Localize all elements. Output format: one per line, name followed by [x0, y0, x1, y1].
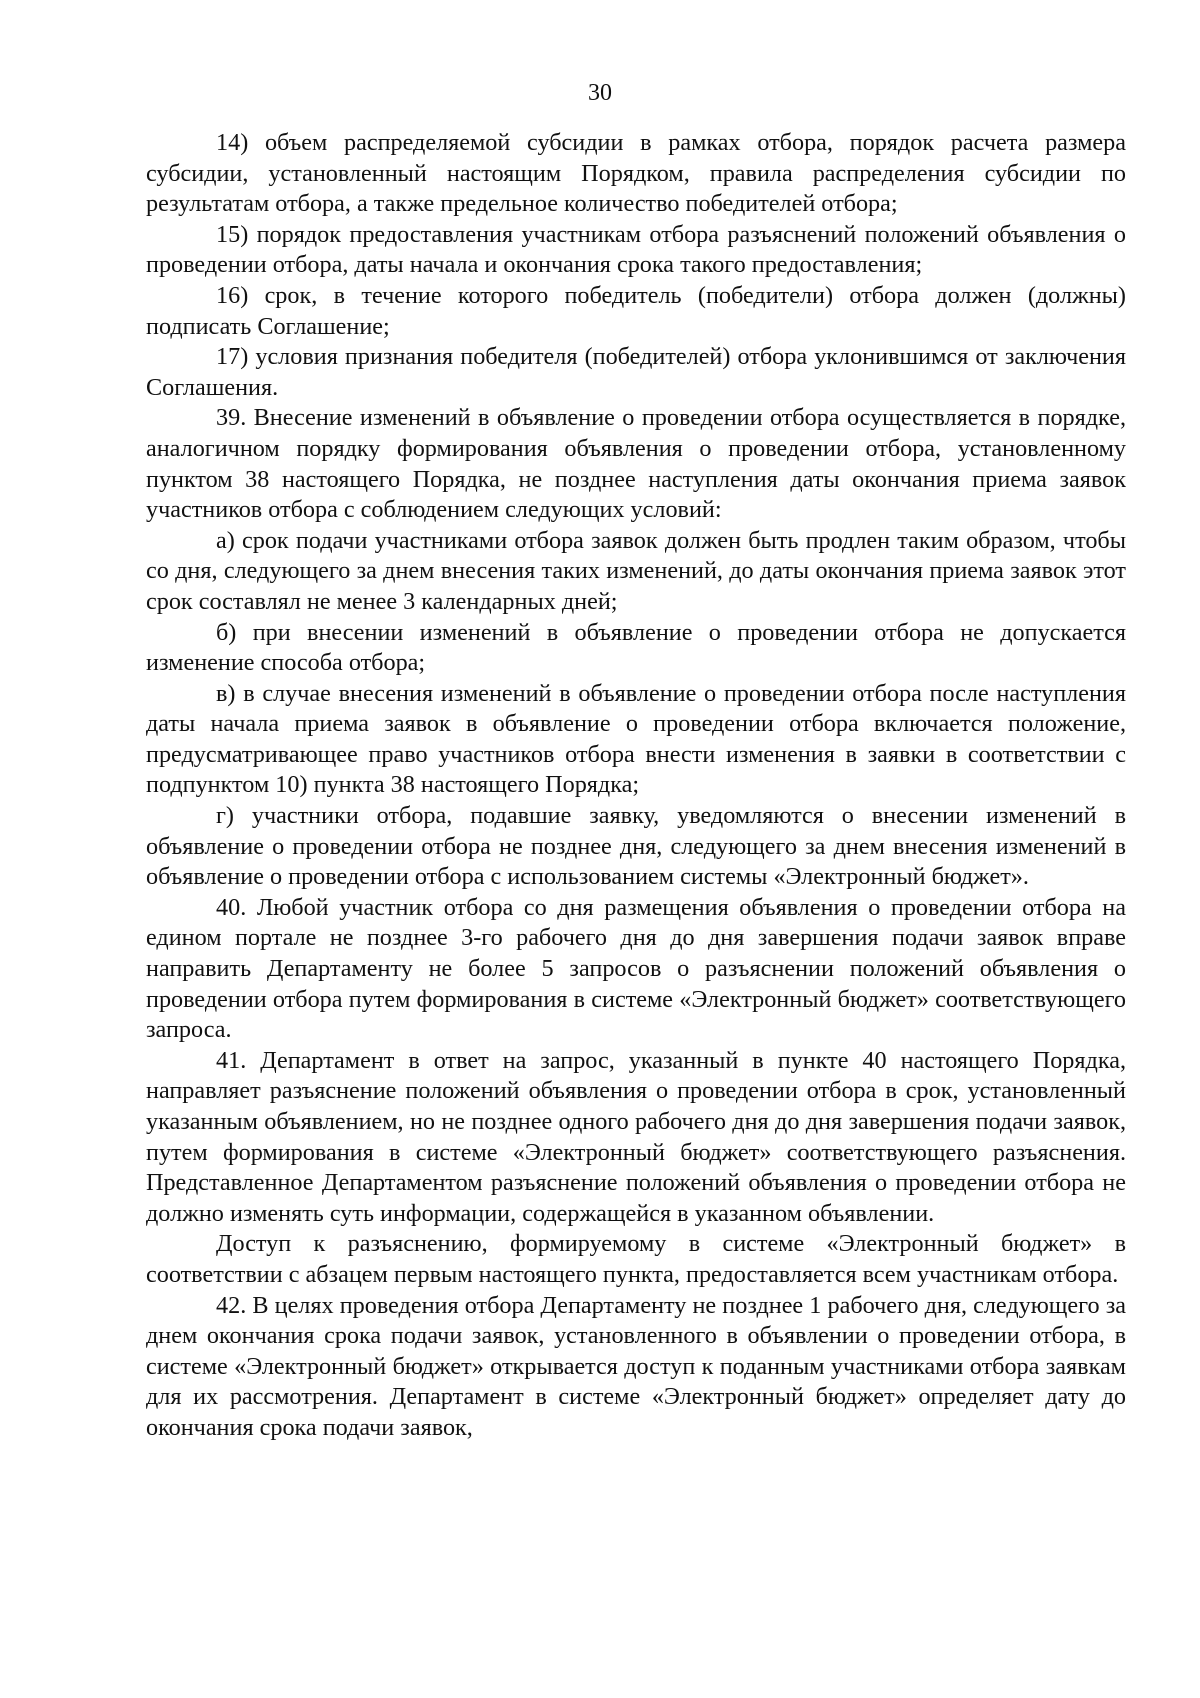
paragraph-subclause-g: г) участники отбора, подавшие заявку, уведомляются о внесении изменений в объявление о проведении отбора не позднее дня, следующего за днем внесения изменений в объявление о проведении отбора с использованием системы «Электронный бюджет». [146, 802, 1126, 891]
paragraph-clause-41: 41. Департамент в ответ на запрос, указанный в пункте 40 настоящего Порядка, направляет разъяснение положений объявления о проведении отбора в срок, установленный указанным объявлением, но не позднее одного рабочего дня до дня завершения подачи заявок, путем формирования в системе «Электронный бюджет» соответствующего разъяснения. Представленное Департаментом разъяснение положений объявления о проведении отбора не должно изменять суть информации, содержащейся в указанном объявлении. [146, 1046, 1126, 1227]
paragraph-clause-42: 42. В целях проведения отбора Департаменту не позднее 1 рабочего дня, следующего за днем окончания срока подачи заявок, установленного в объявлении о проведении отбора, в системе «Электронный бюджет» открывается доступ к поданным участниками отбора заявкам для их рассмотрения. Департамент в системе «Электронный бюджет» определяет дату до окончания срока подачи заявок, [146, 1291, 1126, 1441]
paragraph-subclause-v: в) в случае внесения изменений в объявление о проведении отбора после наступления даты начала приема заявок в объявление о проведении отбора включается положение, предусматривающее право участников отбора внести изменения в заявки в соответствии с подпунктом 10) пункта 38 настоящего Порядка; [146, 679, 1126, 799]
paragraph-subclause-a: а) срок подачи участниками отбора заявок должен быть продлен таким образом, чтобы со дня, следующего за днем внесения таких изменений, до даты окончания приема заявок этот срок составлял не менее 3 календарных дней; [146, 526, 1126, 615]
paragraph-clause-40: 40. Любой участник отбора со дня размещения объявления о проведении отбора на едином портале не позднее 3-го рабочего дня до дня завершения подачи заявок вправе направить Департаменту не более 5 запросов о разъяснении положений объявления о проведении отбора путем формирования в системе «Электронный бюджет» соответствующего запроса. [146, 893, 1126, 1044]
paragraph-item-14: 14) объем распределяемой субсидии в рамках отбора, порядок расчета размера субсидии, установленный настоящим Порядком, правила распределения субсидии по результатам отбора, а также предельное количество победителей отбора; [146, 129, 1126, 218]
paragraph-clause-41-access: Доступ к разъяснению, формируемому в системе «Электронный бюджет» в соответствии с абзацем первым настоящего пункта, предоставляется всем участникам отбора. [146, 1230, 1126, 1288]
paragraph-subclause-b: б) при внесении изменений в объявление о проведении отбора не допускается изменение способа отбора; [146, 618, 1126, 677]
paragraph-item-17: 17) условия признания победителя (победителей) отбора уклонившимся от заключения Соглашения. [146, 343, 1126, 401]
page-number: 30 [588, 80, 612, 106]
document-body [146, 128, 1126, 1444]
paragraph-item-15: 15) порядок предоставления участникам отбора разъяснений положений объявления о проведении отбора, даты начала и окончания срока такого предоставления; [146, 220, 1126, 279]
paragraph-clause-39: 39. Внесение изменений в объявление о проведении отбора осуществляется в порядке, аналогичном порядку формирования объявления о проведении отбора, установленному пунктом 38 настоящего Порядка, не позднее наступления даты окончания приема заявок участников отбора с соблюдением следующих условий: [146, 404, 1126, 524]
paragraph-item-16: 16) срок, в течение которого победитель (победители) отбора должен (должны) подписать Соглашение; [146, 281, 1126, 340]
